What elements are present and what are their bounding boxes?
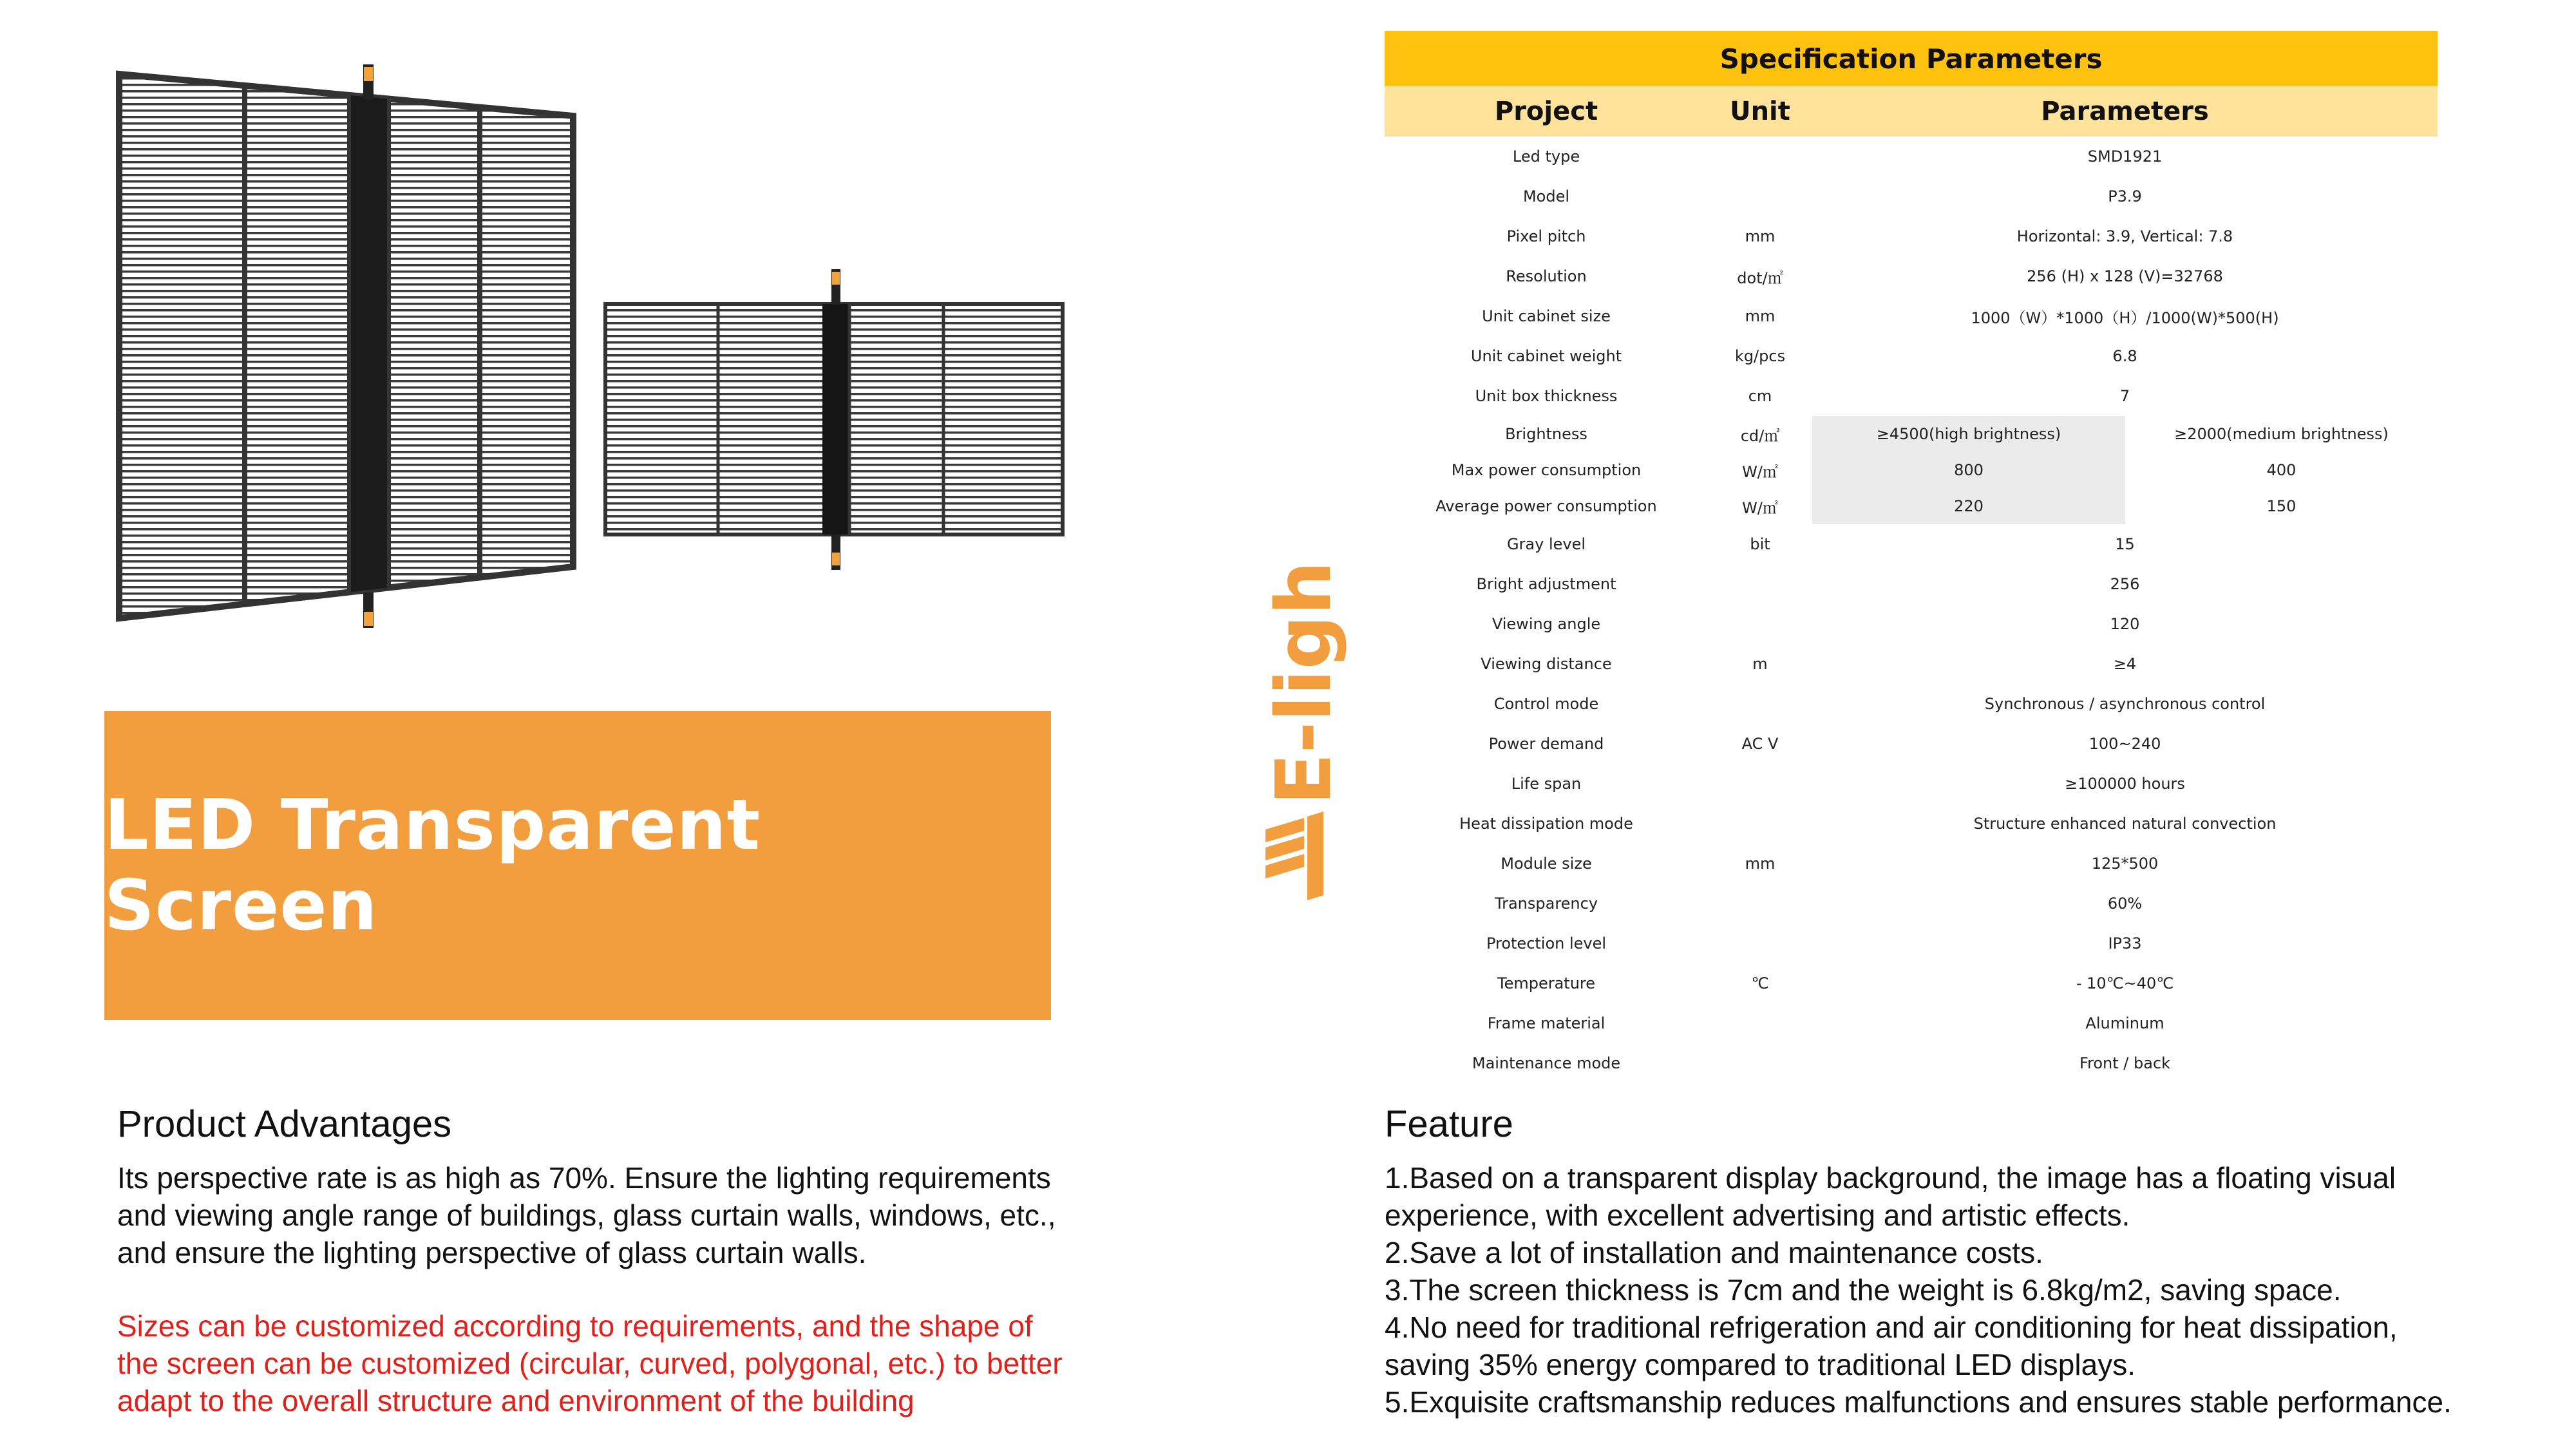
cell-project: Heat dissipation mode: [1459, 815, 1633, 833]
table-row: [1385, 684, 2438, 724]
table-row: [1385, 604, 2438, 644]
cell-value: SMD1921: [2087, 147, 2163, 166]
table-row: [1385, 524, 2438, 564]
cell-unit: ℃: [1751, 974, 1769, 992]
cell-value: Synchronous / asynchronous control: [1984, 695, 2266, 713]
cell-value-high: 220: [1812, 488, 2125, 524]
feature-list: [1385, 1159, 2452, 1421]
cell-value: IP33: [2108, 934, 2142, 952]
table-row: [1385, 137, 2438, 176]
cell-unit: mm: [1745, 307, 1776, 325]
e-light-logo-icon: [1240, 560, 1368, 908]
cell-unit: [1708, 764, 1812, 804]
spec-table: [1385, 31, 2438, 1083]
table-row: [1385, 764, 2438, 804]
cell-value: Structure enhanced natural convection: [1973, 815, 2277, 833]
table-row: [1385, 416, 2438, 452]
cell-unit: W/㎡: [1742, 462, 1778, 481]
cell-unit: [1708, 176, 1812, 216]
cell-value: Aluminum: [2085, 1014, 2164, 1032]
note-line: adapt to the overall structure and environment of the building: [117, 1384, 914, 1417]
spec-title: Specification Parameters: [1385, 31, 2438, 86]
cell-unit: mm: [1745, 855, 1776, 873]
cell-value: Front / back: [2079, 1054, 2171, 1072]
table-row: [1385, 804, 2438, 844]
table-row: [1385, 452, 2438, 488]
cell-project: Resolution: [1506, 267, 1587, 285]
cell-project: Model: [1522, 187, 1570, 205]
col-header-unit: Unit: [1708, 86, 1812, 137]
title-banner: [104, 711, 1051, 1020]
table-row: [1385, 1003, 2438, 1043]
cell-value: Horizontal: 3.9, Vertical: 7.8: [2016, 227, 2233, 245]
customization-note: [117, 1307, 1063, 1419]
feature-line: 1.Based on a transparent display background, the image has a floating visual: [1385, 1161, 2396, 1195]
table-row: [1385, 844, 2438, 884]
cell-project: Bright adjustment: [1476, 575, 1616, 593]
cell-project: Protection level: [1486, 934, 1607, 952]
table-row: [1385, 296, 2438, 336]
cell-unit: bit: [1750, 535, 1770, 553]
cell-project: Unit cabinet weight: [1470, 347, 1622, 365]
cell-project: Power demand: [1488, 735, 1604, 753]
cell-unit: cd/㎡: [1740, 426, 1780, 445]
cell-project: Module size: [1501, 855, 1592, 873]
cell-value: 120: [2110, 615, 2140, 633]
cell-value: 7: [2119, 387, 2130, 405]
table-row: [1385, 644, 2438, 684]
table-row: [1385, 336, 2438, 376]
advantages-line: and viewing angle range of buildings, glass curtain walls, windows, etc.,: [117, 1198, 1056, 1232]
feature-line: 2.Save a lot of installation and maintenance costs.: [1385, 1236, 2043, 1269]
table-row: [1385, 923, 2438, 963]
cell-value: P3.9: [2108, 187, 2142, 205]
cell-project: Temperature: [1497, 974, 1596, 992]
table-row: [1385, 216, 2438, 256]
cell-project: Brightness: [1505, 425, 1587, 443]
e-light-logo: [1240, 560, 1368, 908]
cell-unit: AC V: [1741, 735, 1779, 753]
cell-project: Viewing angle: [1492, 615, 1601, 633]
table-row: [1385, 564, 2438, 604]
cell-value-high: ≥4500(high brightness): [1812, 416, 2125, 452]
table-row: [1385, 376, 2438, 416]
logo-text: E-light: [1259, 560, 1348, 805]
cell-project: Average power consumption: [1435, 497, 1657, 515]
table-row: [1385, 488, 2438, 524]
cell-project: Life span: [1511, 775, 1582, 793]
cell-project: Viewing distance: [1481, 655, 1612, 673]
table-row: [1385, 963, 2438, 1003]
cell-unit: W/㎡: [1742, 498, 1778, 517]
table-row: [1385, 176, 2438, 216]
cell-project: Maintenance mode: [1472, 1054, 1621, 1072]
table-row: [1385, 1043, 2438, 1083]
cell-value: 100~240: [2088, 735, 2161, 753]
cell-value: 6.8: [2112, 347, 2137, 365]
feature-line: 4.No need for traditional refrigeration and air conditioning for heat dissipation,: [1385, 1311, 2398, 1344]
advantages-line: and ensure the lighting perspective of glass curtain walls.: [117, 1236, 867, 1269]
cell-value: ≥100000 hours: [2065, 775, 2185, 793]
cell-value-medium: 400: [2266, 461, 2297, 479]
cell-project: Pixel pitch: [1506, 227, 1586, 245]
cell-value: 256 (H) x 128 (V)=32768: [2027, 267, 2223, 285]
cell-project: Frame material: [1487, 1014, 1605, 1032]
led-panel-large-image: [109, 64, 586, 631]
cell-unit: m: [1752, 655, 1768, 673]
feature-line: 3.The screen thickness is 7cm and the weight is 6.8kg/m2, saving space.: [1385, 1273, 2342, 1307]
feature-line: saving 35% energy compared to traditional LED displays.: [1385, 1348, 2136, 1381]
cell-unit: [1708, 564, 1812, 604]
col-header-parameters: Parameters: [1812, 86, 2438, 137]
cell-value: 60%: [2107, 895, 2143, 913]
cell-unit: [1708, 137, 1812, 176]
cell-project: Max power consumption: [1451, 461, 1642, 479]
cell-value: 1000（W）*1000（H）/1000(W)*500(H): [1971, 308, 2279, 327]
note-line: Sizes can be customized according to requirements, and the shape of: [117, 1309, 1033, 1343]
feature-line: 5.Exquisite craftsmanship reduces malfunctions and ensures stable performance.: [1385, 1385, 2452, 1419]
cell-value: ≥4: [2113, 655, 2137, 673]
cell-project: Control mode: [1493, 695, 1599, 713]
cell-unit: kg/pcs: [1734, 347, 1786, 365]
cell-unit: [1708, 684, 1812, 724]
table-row: [1385, 256, 2438, 296]
cell-value-medium: 150: [2266, 497, 2297, 515]
table-row: [1385, 724, 2438, 764]
cell-value: - 10℃~40℃: [2076, 974, 2174, 992]
cell-unit: [1708, 884, 1812, 923]
advantages-paragraph: [117, 1159, 1056, 1271]
cell-project: Unit cabinet size: [1482, 307, 1611, 325]
cell-unit: [1708, 604, 1812, 644]
cell-project: Transparency: [1494, 895, 1598, 913]
cell-value-high: 800: [1812, 452, 2125, 488]
table-row: [1385, 884, 2438, 923]
cell-value: 15: [2115, 535, 2135, 553]
cell-unit: [1708, 923, 1812, 963]
cell-value-medium: ≥2000(medium brightness): [2174, 425, 2389, 443]
cell-value: 256: [2110, 575, 2140, 593]
cell-project: Led type: [1512, 147, 1580, 166]
cell-project: Unit box thickness: [1475, 387, 1618, 405]
advantages-heading: Product Advantages: [117, 1103, 452, 1145]
note-line: the screen can be customized (circular, curved, polygonal, etc.) to better: [117, 1347, 1063, 1380]
cell-unit: cm: [1748, 387, 1772, 405]
cell-unit: [1708, 804, 1812, 844]
cell-unit: [1708, 1043, 1812, 1083]
advantages-line: Its perspective rate is as high as 70%. Ensure the lighting requirements: [117, 1161, 1051, 1195]
cell-project: Gray level: [1506, 535, 1586, 553]
col-header-project: Project: [1385, 86, 1708, 137]
feature-line: experience, with excellent advertising and artistic effects.: [1385, 1198, 2130, 1232]
feature-heading: Feature: [1385, 1103, 1513, 1145]
cell-value: 125*500: [2091, 855, 2159, 873]
cell-unit: [1708, 1003, 1812, 1043]
cell-unit: dot/㎡: [1737, 269, 1783, 287]
led-panel-small-image: [602, 264, 1072, 573]
banner-title: LED Transparent Screen: [104, 785, 761, 946]
cell-unit: mm: [1745, 227, 1776, 245]
